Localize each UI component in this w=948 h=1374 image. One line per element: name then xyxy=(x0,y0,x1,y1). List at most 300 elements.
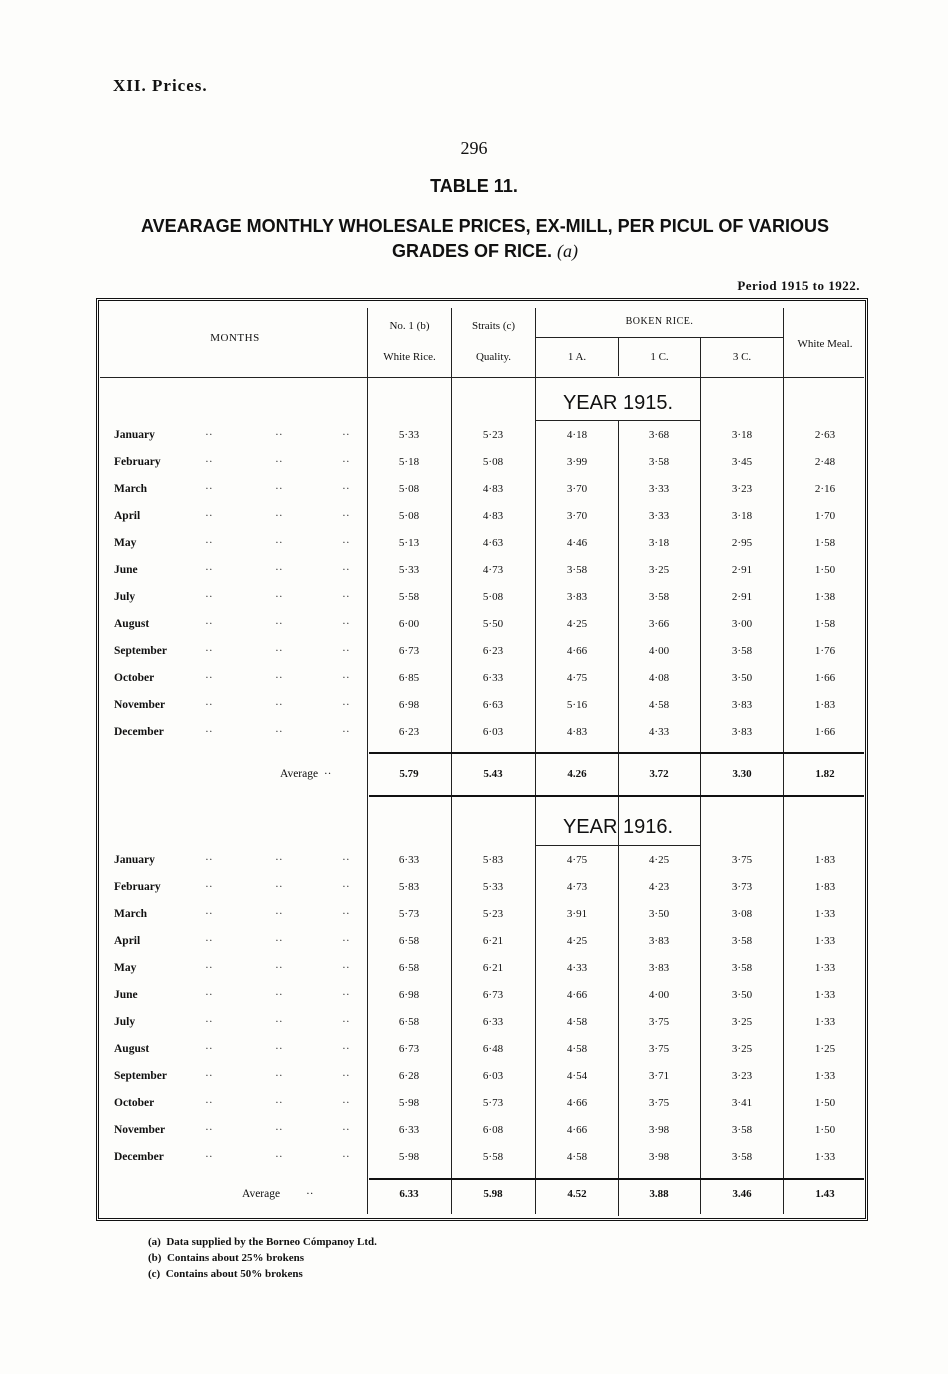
average-cell: 3.30 xyxy=(732,768,752,780)
price-cell: 1·38 xyxy=(814,591,836,603)
price-cell: 1·83 xyxy=(814,854,836,866)
price-cell: 6·03 xyxy=(482,1070,504,1082)
table-row xyxy=(0,1120,948,1146)
price-cell: 5·33 xyxy=(482,881,504,893)
price-cell: 5·08 xyxy=(398,483,420,495)
price-cell: 3·08 xyxy=(731,908,753,920)
price-cell: 4·58 xyxy=(648,699,670,711)
price-cell: 6·98 xyxy=(398,699,420,711)
leader-dots: ·· xyxy=(205,1124,213,1136)
leader-dots: ·· xyxy=(205,1151,213,1163)
price-cell: 3·83 xyxy=(566,591,588,603)
table-row xyxy=(0,533,948,559)
price-cell: 2·91 xyxy=(731,591,753,603)
table-row xyxy=(0,1147,948,1173)
price-cell: 1·70 xyxy=(814,510,836,522)
average-label-text: Average xyxy=(242,1188,281,1200)
price-cell: 3·75 xyxy=(648,1043,670,1055)
month-label: April xyxy=(114,510,141,522)
footnote-mark: (b) xyxy=(148,1252,162,1264)
leader-dots: ·· xyxy=(205,429,213,441)
price-cell: 4·66 xyxy=(566,1097,588,1109)
heading-footnote-mark: (a) xyxy=(557,241,579,261)
period-label: Period 1915 to 1922. xyxy=(737,278,860,293)
price-cell: 3·58 xyxy=(566,564,588,576)
leader-dots: ·· xyxy=(205,618,213,630)
table-title: TABLE 11. xyxy=(430,176,518,196)
price-cell: 3·73 xyxy=(731,881,753,893)
price-cell: 3·58 xyxy=(731,645,753,657)
average-cell: 3.46 xyxy=(732,1188,752,1200)
price-cell: 3·41 xyxy=(731,1097,753,1109)
price-cell: 3·75 xyxy=(731,854,753,866)
price-cell: 6·21 xyxy=(482,962,504,974)
price-cell: 3·58 xyxy=(731,935,753,947)
leader-dots: ·· xyxy=(342,537,350,549)
average-cell: 1.43 xyxy=(815,1188,835,1200)
price-cell: 5·08 xyxy=(398,510,420,522)
leader-dots: ·· xyxy=(275,908,283,920)
price-cell: 5·98 xyxy=(398,1151,420,1163)
leader-dots: ·· xyxy=(342,429,350,441)
table-row xyxy=(0,931,948,957)
price-cell: 1·33 xyxy=(814,908,836,920)
price-cell: 6·33 xyxy=(482,1016,504,1028)
leader-dots: ·· xyxy=(275,935,283,947)
month-label: January xyxy=(114,429,155,441)
table-row xyxy=(0,1093,948,1119)
table-row xyxy=(0,506,948,532)
price-cell: 5·83 xyxy=(482,854,504,866)
price-cell: 5·23 xyxy=(482,429,504,441)
leader-dots: ·· xyxy=(205,1016,213,1028)
table-row xyxy=(0,985,948,1011)
header-bottom-rule xyxy=(100,377,864,378)
leader-dots: ·· xyxy=(205,1097,213,1109)
leader-dots: ·· xyxy=(342,1097,350,1109)
price-cell: 1·76 xyxy=(814,645,836,657)
price-cell: 4·33 xyxy=(648,726,670,738)
price-cell: 4·23 xyxy=(648,881,670,893)
leader-dots: ·· xyxy=(275,618,283,630)
leader-dots: ·· xyxy=(275,699,283,711)
leader-dots: ·· xyxy=(205,881,213,893)
leader-dots: ·· xyxy=(275,1097,283,1109)
price-cell: 4·08 xyxy=(648,672,670,684)
leader-dots: ·· xyxy=(205,456,213,468)
price-cell: 6·28 xyxy=(398,1070,420,1082)
average-cell: 3.88 xyxy=(649,1188,669,1200)
price-cell: 3·25 xyxy=(731,1016,753,1028)
price-cell: 5·98 xyxy=(398,1097,420,1109)
month-label: March xyxy=(114,483,148,495)
table-row xyxy=(0,850,948,876)
leader-dots: ·· xyxy=(275,429,283,441)
leader-dots: ·· xyxy=(275,1124,283,1136)
leader-dots: ·· xyxy=(275,591,283,603)
price-cell: 3·33 xyxy=(648,510,670,522)
price-cell: 6·21 xyxy=(482,935,504,947)
price-cell: 4·18 xyxy=(566,429,588,441)
month-label: February xyxy=(114,456,161,468)
price-cell: 3·68 xyxy=(648,429,670,441)
month-label: May xyxy=(114,537,137,549)
price-cell: 3·58 xyxy=(731,1124,753,1136)
price-cell: 3·50 xyxy=(731,672,753,684)
price-cell: 4·00 xyxy=(648,645,670,657)
leader-dots: ·· xyxy=(205,699,213,711)
price-cell: 4·54 xyxy=(566,1070,588,1082)
price-cell: 1·33 xyxy=(814,1016,836,1028)
price-cell: 6·23 xyxy=(398,726,420,738)
price-cell: 2·16 xyxy=(814,483,836,495)
price-cell: 4·00 xyxy=(648,989,670,1001)
leader-dots: ·· xyxy=(205,1043,213,1055)
table-row xyxy=(0,614,948,640)
price-cell: 3·83 xyxy=(731,699,753,711)
table-row xyxy=(0,695,948,721)
footnote-text: Contains about 50% brokens xyxy=(165,1268,303,1280)
header-broken-3c: 3 C. xyxy=(732,351,752,363)
leader-dots: ·· xyxy=(342,672,350,684)
footnote-a xyxy=(148,1236,377,1248)
average-cell: 5.79 xyxy=(399,768,419,780)
leader-dots: ·· xyxy=(342,456,350,468)
footnote-mark: (c) xyxy=(148,1268,161,1280)
price-cell: 3·18 xyxy=(731,429,753,441)
leader-dots: ·· xyxy=(205,989,213,1001)
leader-dots: ·· xyxy=(342,1016,350,1028)
header-broken-rice: BOKEN RICE. xyxy=(625,316,694,327)
month-label: January xyxy=(114,854,155,866)
price-cell: 3·18 xyxy=(731,510,753,522)
price-cell: 6·33 xyxy=(398,1124,420,1136)
price-cell: 4·66 xyxy=(566,1124,588,1136)
price-cell: 6·98 xyxy=(398,989,420,1001)
price-cell: 5·33 xyxy=(398,429,420,441)
leader-dots: ·· xyxy=(275,537,283,549)
leader-dots: ·· xyxy=(342,591,350,603)
leader-dots: ·· xyxy=(275,456,283,468)
average-cell: 5.43 xyxy=(483,768,503,780)
price-cell: 1·50 xyxy=(814,1124,836,1136)
price-cell: 1·83 xyxy=(814,881,836,893)
price-cell: 6·33 xyxy=(398,854,420,866)
page-number: 296 xyxy=(460,138,488,158)
month-label: October xyxy=(114,1097,155,1109)
month-label: April xyxy=(114,935,141,947)
price-cell: 5·83 xyxy=(398,881,420,893)
price-cell: 1·33 xyxy=(814,935,836,947)
leader-dots: ·· xyxy=(342,1070,350,1082)
year-title-1916: YEAR 1916. xyxy=(562,816,674,838)
price-cell: 3·98 xyxy=(648,1151,670,1163)
leader-dots: ·· xyxy=(205,672,213,684)
price-cell: 2·48 xyxy=(814,456,836,468)
leader-dots: ·· xyxy=(205,510,213,522)
price-cell: 3·66 xyxy=(648,618,670,630)
leader-dots: ·· xyxy=(205,935,213,947)
price-cell: 4·33 xyxy=(566,962,588,974)
price-cell: 3·75 xyxy=(648,1016,670,1028)
price-cell: 3·58 xyxy=(731,962,753,974)
price-cell: 4·83 xyxy=(566,726,588,738)
price-cell: 6·73 xyxy=(398,645,420,657)
month-label: May xyxy=(114,962,137,974)
leader-dots: ·· xyxy=(275,1151,283,1163)
average-label-text: Average xyxy=(280,768,319,780)
month-label: October xyxy=(114,672,155,684)
table-row xyxy=(0,425,948,451)
price-cell: 3·50 xyxy=(731,989,753,1001)
leader-dots: ·· xyxy=(205,564,213,576)
price-cell: 1·50 xyxy=(814,1097,836,1109)
header-straits-bottom: Quality. xyxy=(475,351,512,363)
price-cell: 3·25 xyxy=(648,564,670,576)
leader-dots: ·· xyxy=(342,1124,350,1136)
table-row xyxy=(0,877,948,903)
footnote-text: Data supplied by the Borneo Cómpanoy Ltd. xyxy=(166,1236,377,1248)
price-cell: 3·58 xyxy=(648,456,670,468)
price-cell: 1·58 xyxy=(814,618,836,630)
average-label-1915: Average ·· xyxy=(280,768,332,780)
leader-dots: ·· xyxy=(275,564,283,576)
month-label: November xyxy=(114,699,166,711)
leader-dots: ·· xyxy=(275,645,283,657)
leader-dots: ·· xyxy=(342,699,350,711)
price-cell: 1·25 xyxy=(814,1043,836,1055)
price-cell: 6·00 xyxy=(398,618,420,630)
price-cell: 4·66 xyxy=(566,645,588,657)
price-cell: 3·23 xyxy=(731,483,753,495)
table-row xyxy=(0,452,948,478)
price-cell: 3·23 xyxy=(731,1070,753,1082)
leader-dots: ·· xyxy=(342,564,350,576)
leader-dots: ·· xyxy=(275,962,283,974)
year-title-1915: YEAR 1915. xyxy=(562,392,674,414)
table-row xyxy=(0,1066,948,1092)
price-cell: 1·66 xyxy=(814,726,836,738)
header-straits-top: Straits (c) xyxy=(471,320,516,332)
price-cell: 1·83 xyxy=(814,699,836,711)
average-bottom-rule xyxy=(369,795,864,797)
price-cell: 4·46 xyxy=(566,537,588,549)
broken-rice-rule xyxy=(536,337,783,338)
leader-dots: ·· xyxy=(342,726,350,738)
leader-dots: ·· xyxy=(205,726,213,738)
leader-dots: ·· xyxy=(205,854,213,866)
table-row xyxy=(0,641,948,667)
average-cell: 4.52 xyxy=(567,1188,587,1200)
month-label: September xyxy=(114,645,168,657)
header-white-meal: White Meal. xyxy=(797,338,853,350)
price-cell: 3·71 xyxy=(648,1070,670,1082)
price-cell: 5·16 xyxy=(566,699,588,711)
leader-dots: ·· xyxy=(275,1016,283,1028)
leader-dots: ·· xyxy=(342,881,350,893)
leader-dots: ·· xyxy=(205,483,213,495)
section-title: XII. Prices. xyxy=(113,76,208,95)
price-cell: 4·75 xyxy=(566,854,588,866)
price-cell: 4·66 xyxy=(566,989,588,1001)
price-cell: 5·73 xyxy=(398,908,420,920)
table-row xyxy=(0,668,948,694)
price-cell: 2·63 xyxy=(814,429,836,441)
price-cell: 4·75 xyxy=(566,672,588,684)
price-cell: 5·18 xyxy=(398,456,420,468)
header-months: MONTHS xyxy=(210,332,260,344)
leader-dots: ·· xyxy=(275,1070,283,1082)
leader-dots: ·· xyxy=(342,618,350,630)
price-cell: 1·58 xyxy=(814,537,836,549)
price-cell: 3·33 xyxy=(648,483,670,495)
leader-dots: ·· xyxy=(275,510,283,522)
footnote-mark: (a) xyxy=(148,1236,161,1248)
table-row xyxy=(0,560,948,586)
month-label: June xyxy=(114,989,138,1001)
leader-dots: ·· xyxy=(205,645,213,657)
price-cell: 5·08 xyxy=(482,456,504,468)
header-broken-1c: 1 C. xyxy=(650,351,669,363)
price-cell: 3·45 xyxy=(731,456,753,468)
leader-dots: ·· xyxy=(205,908,213,920)
year-rule xyxy=(536,420,700,421)
price-cell: 5·13 xyxy=(398,537,420,549)
price-cell: 4·58 xyxy=(566,1043,588,1055)
month-label: September xyxy=(114,1070,168,1082)
footnote-c xyxy=(148,1268,303,1280)
price-cell: 4·73 xyxy=(482,564,504,576)
table-row xyxy=(0,1039,948,1065)
price-cell: 3·18 xyxy=(648,537,670,549)
price-cell: 5·23 xyxy=(482,908,504,920)
average-cell: 6.33 xyxy=(399,1188,419,1200)
price-cell: 3·75 xyxy=(648,1097,670,1109)
leader-dots: ·· xyxy=(342,1151,350,1163)
price-cell: 3·99 xyxy=(566,456,588,468)
price-cell: 6·58 xyxy=(398,962,420,974)
price-cell: 3·83 xyxy=(731,726,753,738)
leader-dots: ·· xyxy=(342,1043,350,1055)
price-cell: 6·63 xyxy=(482,699,504,711)
price-cell: 6·58 xyxy=(398,1016,420,1028)
price-cell: 5·33 xyxy=(398,564,420,576)
month-label: December xyxy=(114,726,164,738)
footnote-b xyxy=(148,1252,304,1264)
average-cell: 4.26 xyxy=(567,768,587,780)
year-rule xyxy=(536,845,700,846)
month-label: July xyxy=(114,591,136,603)
leader-dots: ·· xyxy=(342,962,350,974)
month-label: June xyxy=(114,564,138,576)
leader-dots: ·· xyxy=(342,935,350,947)
footnote-text: Contains about 25% brokens xyxy=(166,1252,304,1264)
average-cell: 3.72 xyxy=(649,768,669,780)
leader-dots: ·· xyxy=(205,962,213,974)
price-cell: 3·83 xyxy=(648,962,670,974)
leader-dots: ·· xyxy=(275,672,283,684)
average-top-rule xyxy=(369,752,864,754)
average-cell: 1.82 xyxy=(815,768,835,780)
price-cell: 2·91 xyxy=(731,564,753,576)
leader-dots: ·· xyxy=(275,1043,283,1055)
price-cell: 1·33 xyxy=(814,962,836,974)
price-cell: 5·73 xyxy=(482,1097,504,1109)
price-cell: 3·25 xyxy=(731,1043,753,1055)
price-cell: 6·08 xyxy=(482,1124,504,1136)
leader-dots: ·· xyxy=(205,591,213,603)
price-cell: 6·33 xyxy=(482,672,504,684)
price-cell: 6·23 xyxy=(482,645,504,657)
month-label: February xyxy=(114,881,161,893)
price-cell: 3·58 xyxy=(731,1151,753,1163)
table-row xyxy=(0,587,948,613)
price-cell: 3·00 xyxy=(731,618,753,630)
leader-dots: ·· xyxy=(275,854,283,866)
table-row xyxy=(0,1012,948,1038)
price-cell: 4·25 xyxy=(648,854,670,866)
leader-dots: ·· xyxy=(275,881,283,893)
price-cell: 3·91 xyxy=(566,908,588,920)
leader-dots: ·· xyxy=(342,483,350,495)
price-cell: 3·83 xyxy=(648,935,670,947)
price-cell: 4·73 xyxy=(566,881,588,893)
price-cell: 3·70 xyxy=(566,510,588,522)
price-cell: 4·58 xyxy=(566,1151,588,1163)
price-cell: 5·58 xyxy=(398,591,420,603)
month-label: November xyxy=(114,1124,166,1136)
average-label-1916: Average ·· xyxy=(242,1188,314,1200)
price-cell: 6·58 xyxy=(398,935,420,947)
header-broken-1a: 1 A. xyxy=(567,351,587,363)
price-cell: 6·85 xyxy=(398,672,420,684)
table-heading xyxy=(100,214,870,264)
price-cell: 1·33 xyxy=(814,1070,836,1082)
leader-dots: ·· xyxy=(342,645,350,657)
table-row xyxy=(0,479,948,505)
month-label: March xyxy=(114,908,148,920)
leader-dots: ·· xyxy=(205,1070,213,1082)
price-cell: 1·33 xyxy=(814,989,836,1001)
price-cell: 4·25 xyxy=(566,935,588,947)
table-row xyxy=(0,958,948,984)
month-label: December xyxy=(114,1151,164,1163)
leader-dots: ·· xyxy=(342,989,350,1001)
leader-dots: ·· xyxy=(275,483,283,495)
month-label: July xyxy=(114,1016,136,1028)
month-label: August xyxy=(114,618,150,630)
header-no1-top: No. 1 (b) xyxy=(389,320,430,332)
leader-dots: ·· xyxy=(342,854,350,866)
price-cell: 1·50 xyxy=(814,564,836,576)
price-cell: 4·83 xyxy=(482,483,504,495)
price-cell: 3·58 xyxy=(648,591,670,603)
price-cell: 4·25 xyxy=(566,618,588,630)
month-label: August xyxy=(114,1043,150,1055)
price-cell: 1·66 xyxy=(814,672,836,684)
leader-dots: ·· xyxy=(275,726,283,738)
price-cell: 3·50 xyxy=(648,908,670,920)
heading-line-2: GRADES OF RICE. xyxy=(391,241,552,261)
header-no1-bottom: White Rice. xyxy=(383,351,436,363)
price-cell: 3·70 xyxy=(566,483,588,495)
leader-dots: ·· xyxy=(275,989,283,1001)
table-row xyxy=(0,904,948,930)
price-cell: 6·73 xyxy=(398,1043,420,1055)
average-top-rule xyxy=(369,1178,864,1180)
price-cell: 5·58 xyxy=(482,1151,504,1163)
leader-dots: ·· xyxy=(342,908,350,920)
